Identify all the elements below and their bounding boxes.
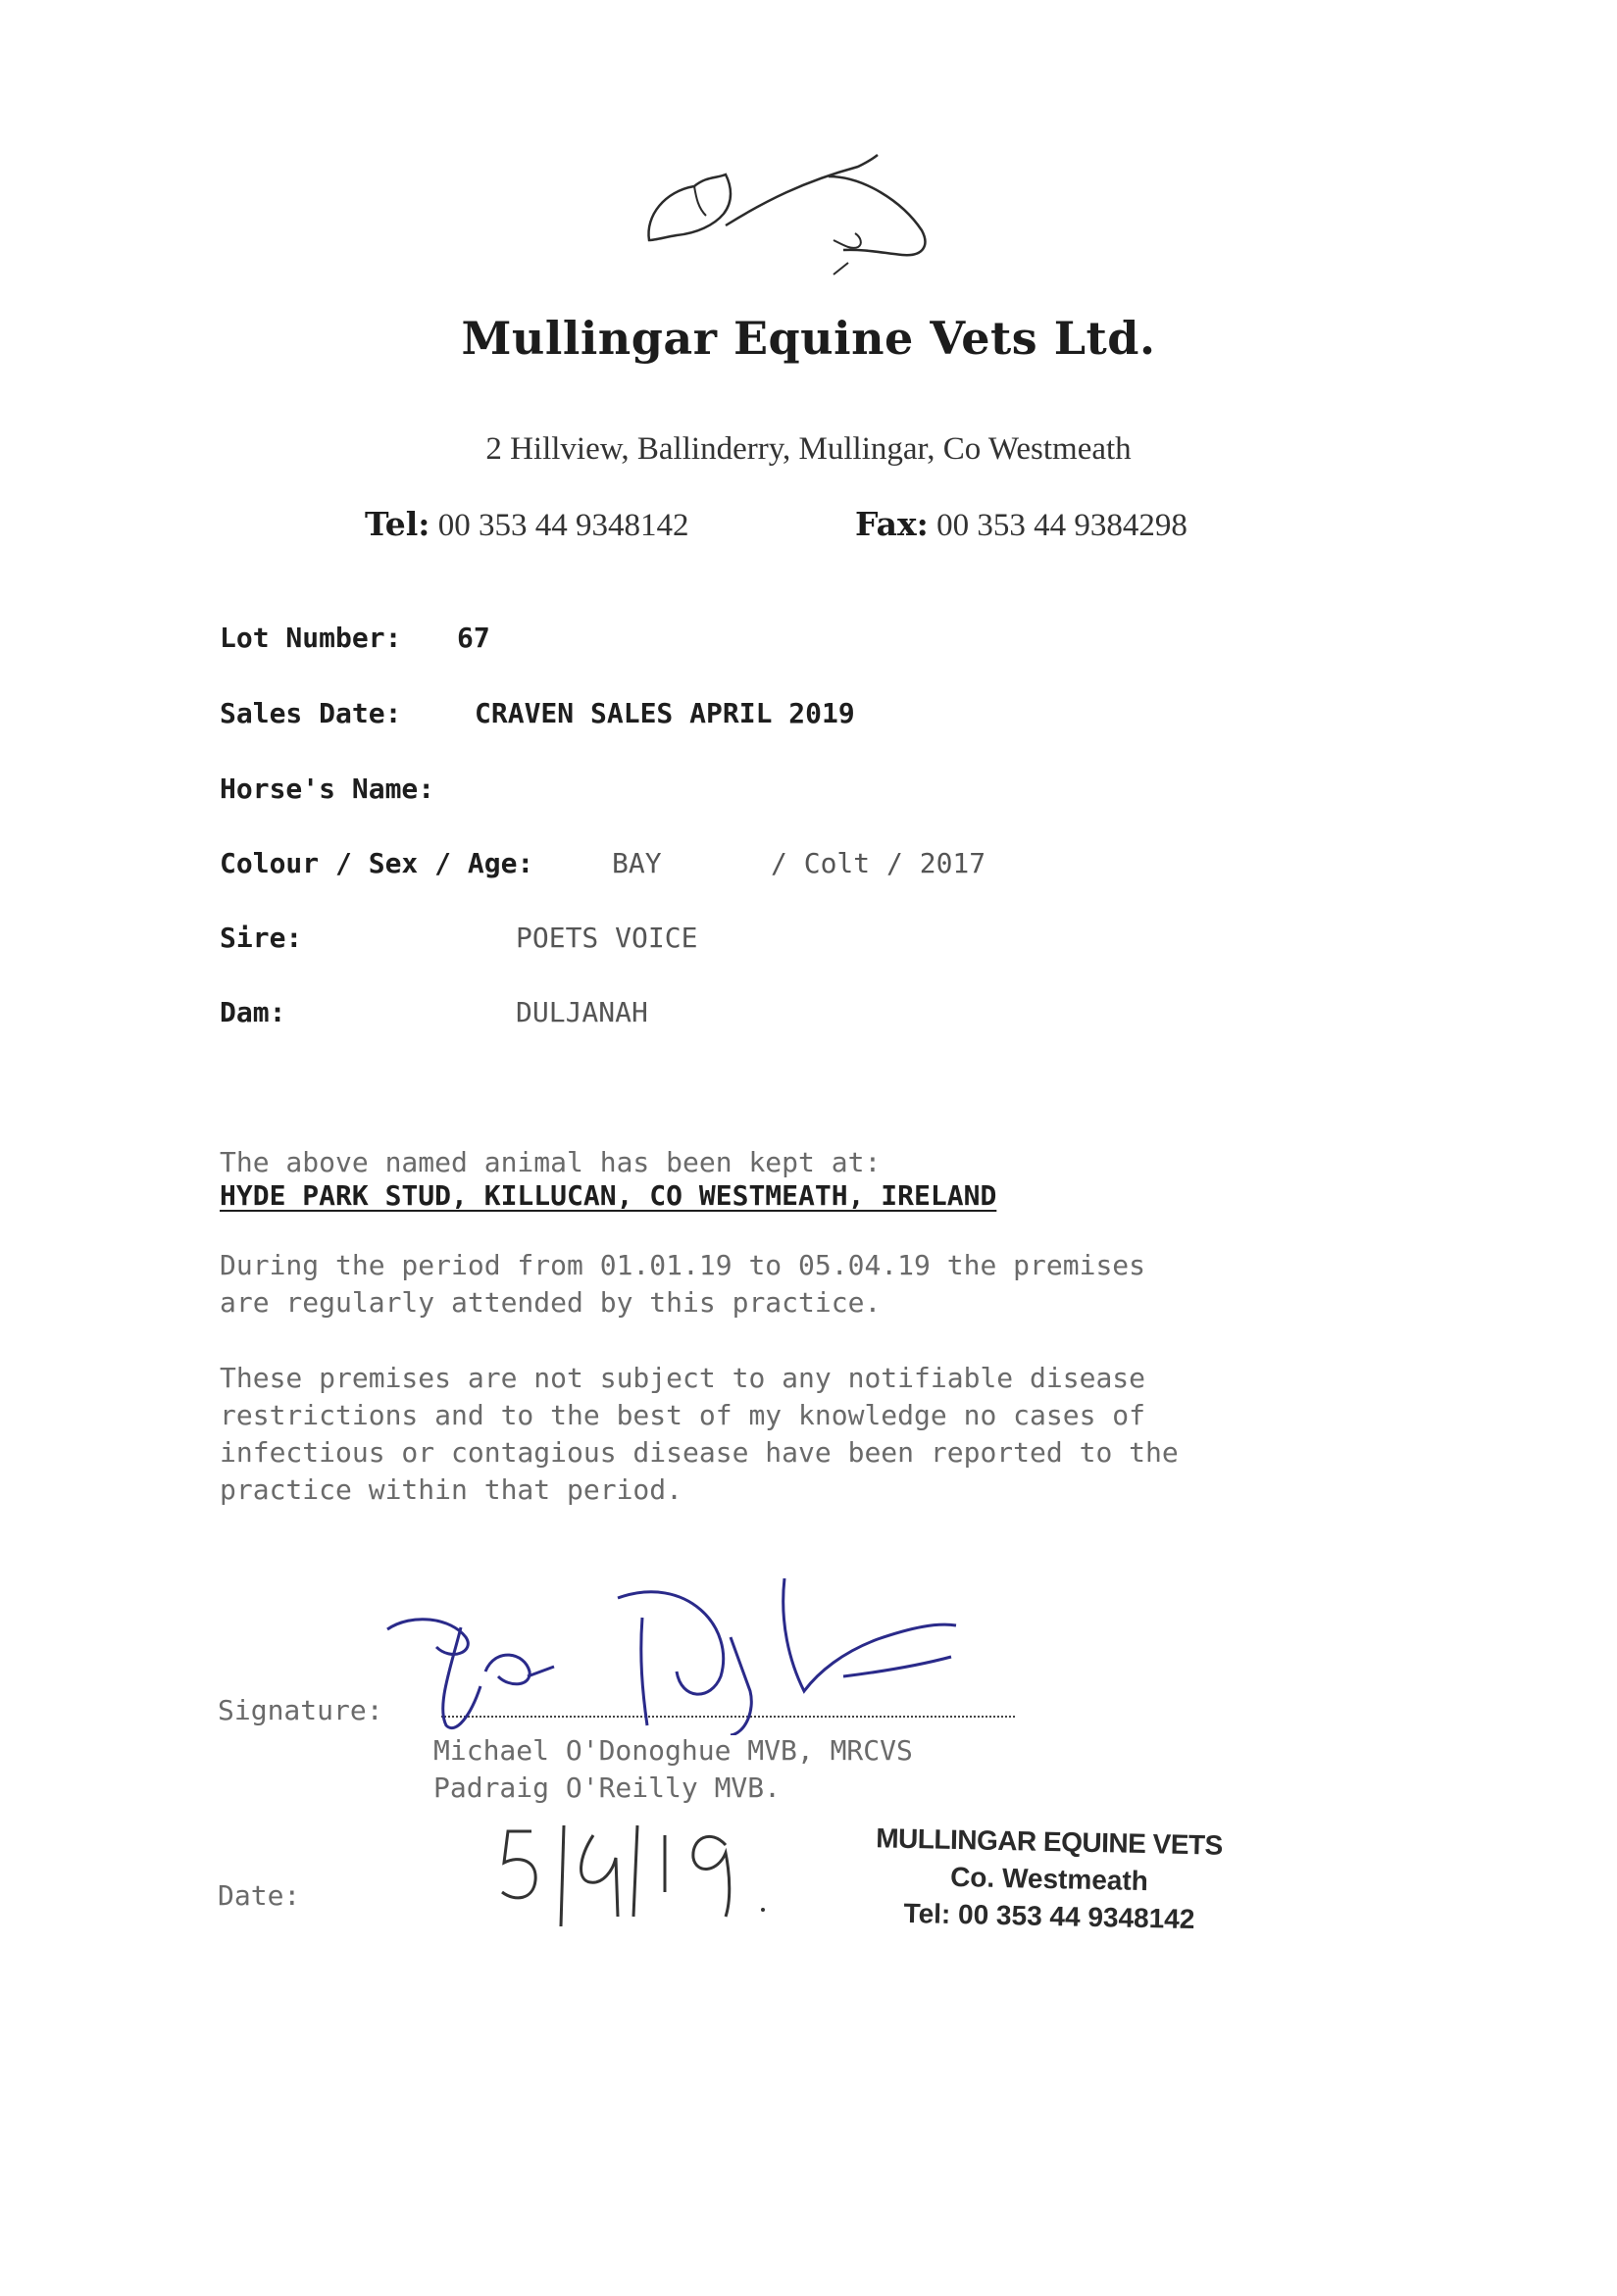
sales-date-label: Sales Date: [220,697,402,729]
vet-name-2: Padraig O'Reilly MVB. [433,1772,782,1804]
sire-value: POETS VOICE [516,922,698,954]
fax-label: Fax: [855,505,929,543]
stamp-line-3: Tel: 00 353 44 9348142 [903,1897,1195,1935]
restrictions-line-3: infectious or contagious disease have been reported to the [220,1436,1179,1469]
restrictions-line-4: practice within that period. [220,1473,683,1506]
stamp-line-2: Co. Westmeath [949,1861,1149,1897]
telephone-line [365,505,688,544]
sales-date-value: CRAVEN SALES APRIL 2019 [475,697,855,729]
practice-stamp [863,1823,1236,1935]
kept-at-intro: The above named animal has been kept at: [220,1146,882,1178]
company-name: Mullingar Equine Vets Ltd. [461,312,1156,365]
restrictions-line-1: These premises are not subject to any notifiable disease [220,1362,1146,1394]
date-label: Date: [218,1879,301,1912]
lot-number-label: Lot Number: [220,622,402,654]
fax-line [855,505,1187,544]
dam-label: Dam: [220,996,286,1028]
signature-label: Signature: [218,1694,383,1726]
handwritten-signature-icon [382,1578,971,1735]
colour-sex-age-label: Colour / Sex / Age: [220,847,534,879]
sex-age-value: / Colt / 2017 [771,847,986,879]
lot-number-value: 67 [457,622,490,654]
period-line-1: During the period from 01.01.19 to 05.04.19 the premises [220,1249,1146,1281]
stamp-line-1: MULLINGAR EQUINE VETS [875,1822,1224,1861]
tel-label: Tel: [365,505,430,543]
premises-address: HYDE PARK STUD, KILLUCAN, CO WESTMEATH, IRELAND [220,1179,997,1212]
tel-value: 00 353 44 9348142 [437,508,689,543]
vet-name-1: Michael O'Donoghue MVB, MRCVS [433,1734,913,1767]
period-line-2: are regularly attended by this practice. [220,1286,882,1319]
horse-heads-logo-icon [637,147,941,279]
fax-value: 00 353 44 9384298 [936,508,1187,543]
dam-value: DULJANAH [516,996,648,1028]
colour-value: BAY [612,847,662,879]
sire-label: Sire: [220,922,303,954]
handwritten-date-icon [490,1823,784,1931]
horse-name-label: Horse's Name: [220,773,435,805]
company-address: 2 Hillview, Ballinderry, Mullingar, Co Westmeath [485,431,1132,467]
restrictions-line-2: restrictions and to the best of my knowledge no cases of [220,1399,1146,1431]
